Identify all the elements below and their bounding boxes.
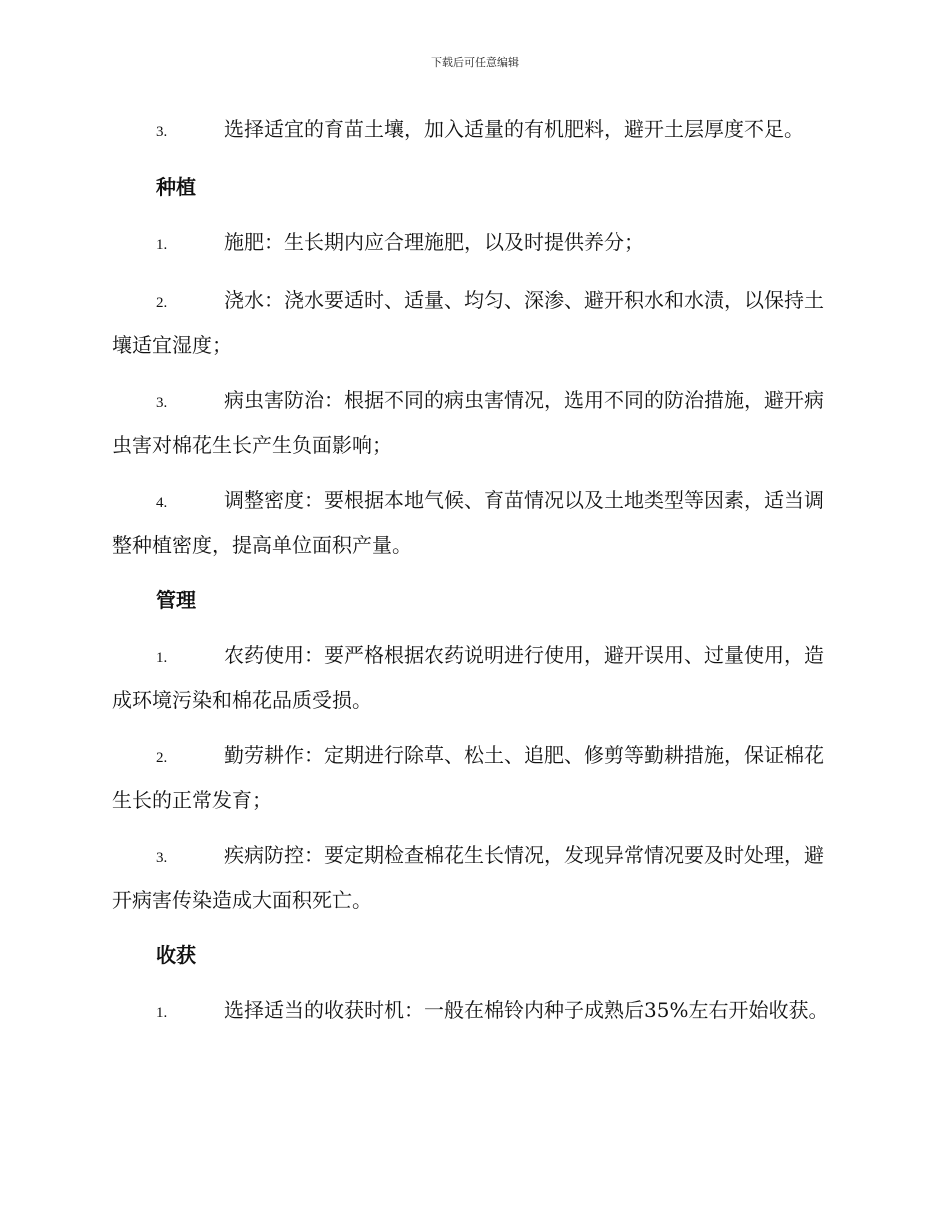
item-number: 4. (156, 495, 168, 511)
item-number: 1. (156, 1005, 168, 1021)
list-item (112, 834, 834, 921)
item-number: 3. (156, 124, 168, 140)
item-number: 2. (156, 295, 168, 311)
section-heading-planting: 种植 (156, 175, 196, 199)
item-text: 病虫害防治：根据不同的病虫害情况，选用不同的防治措施，避开病虫害对棉花生长产生负面影响； (112, 388, 824, 457)
list-item (112, 479, 834, 566)
list-item (112, 379, 834, 466)
item-number: 2. (156, 750, 168, 766)
list-item (112, 989, 834, 1034)
list-item (112, 734, 834, 821)
section-heading-harvest: 收获 (156, 943, 196, 967)
item-number: 3. (156, 395, 168, 411)
list-item (112, 221, 834, 266)
item-text: 施肥：生长期内应合理施肥，以及时提供养分； (224, 230, 644, 254)
item-text: 农药使用：要严格根据农药说明进行使用，避开误用、过量使用，造成环境污染和棉花品质受损。 (112, 643, 824, 712)
item-number: 1. (156, 650, 168, 666)
section-heading-management: 管理 (156, 588, 196, 612)
list-item (112, 634, 834, 721)
list-item (112, 279, 834, 366)
item-text: 选择适当的收获时机：一般在棉铃内种子成熟后35%左右开始收获。 (224, 998, 829, 1022)
item-text: 浇水：浇水要适时、适量、均匀、深渗、避开积水和水渍，以保持土壤适宜湿度； (112, 288, 824, 357)
page-header: 下载后可任意编辑 (431, 56, 519, 69)
list-item (112, 108, 834, 153)
item-number: 1. (156, 237, 168, 253)
document-body (112, 108, 834, 1047)
item-text: 疾病防控：要定期检查棉花生长情况，发现异常情况要及时处理，避开病害传染造成大面积死亡。 (112, 843, 824, 912)
item-number: 3. (156, 850, 168, 866)
item-text: 勤劳耕作：定期进行除草、松土、追肥、修剪等勤耕措施，保证棉花生长的正常发育； (112, 743, 824, 812)
item-text: 调整密度：要根据本地气候、育苗情况以及土地类型等因素，适当调整种植密度，提高单位面积产量。 (112, 488, 824, 557)
item-text: 选择适宜的育苗土壤，加入适量的有机肥料，避开土层厚度不足。 (224, 117, 804, 141)
